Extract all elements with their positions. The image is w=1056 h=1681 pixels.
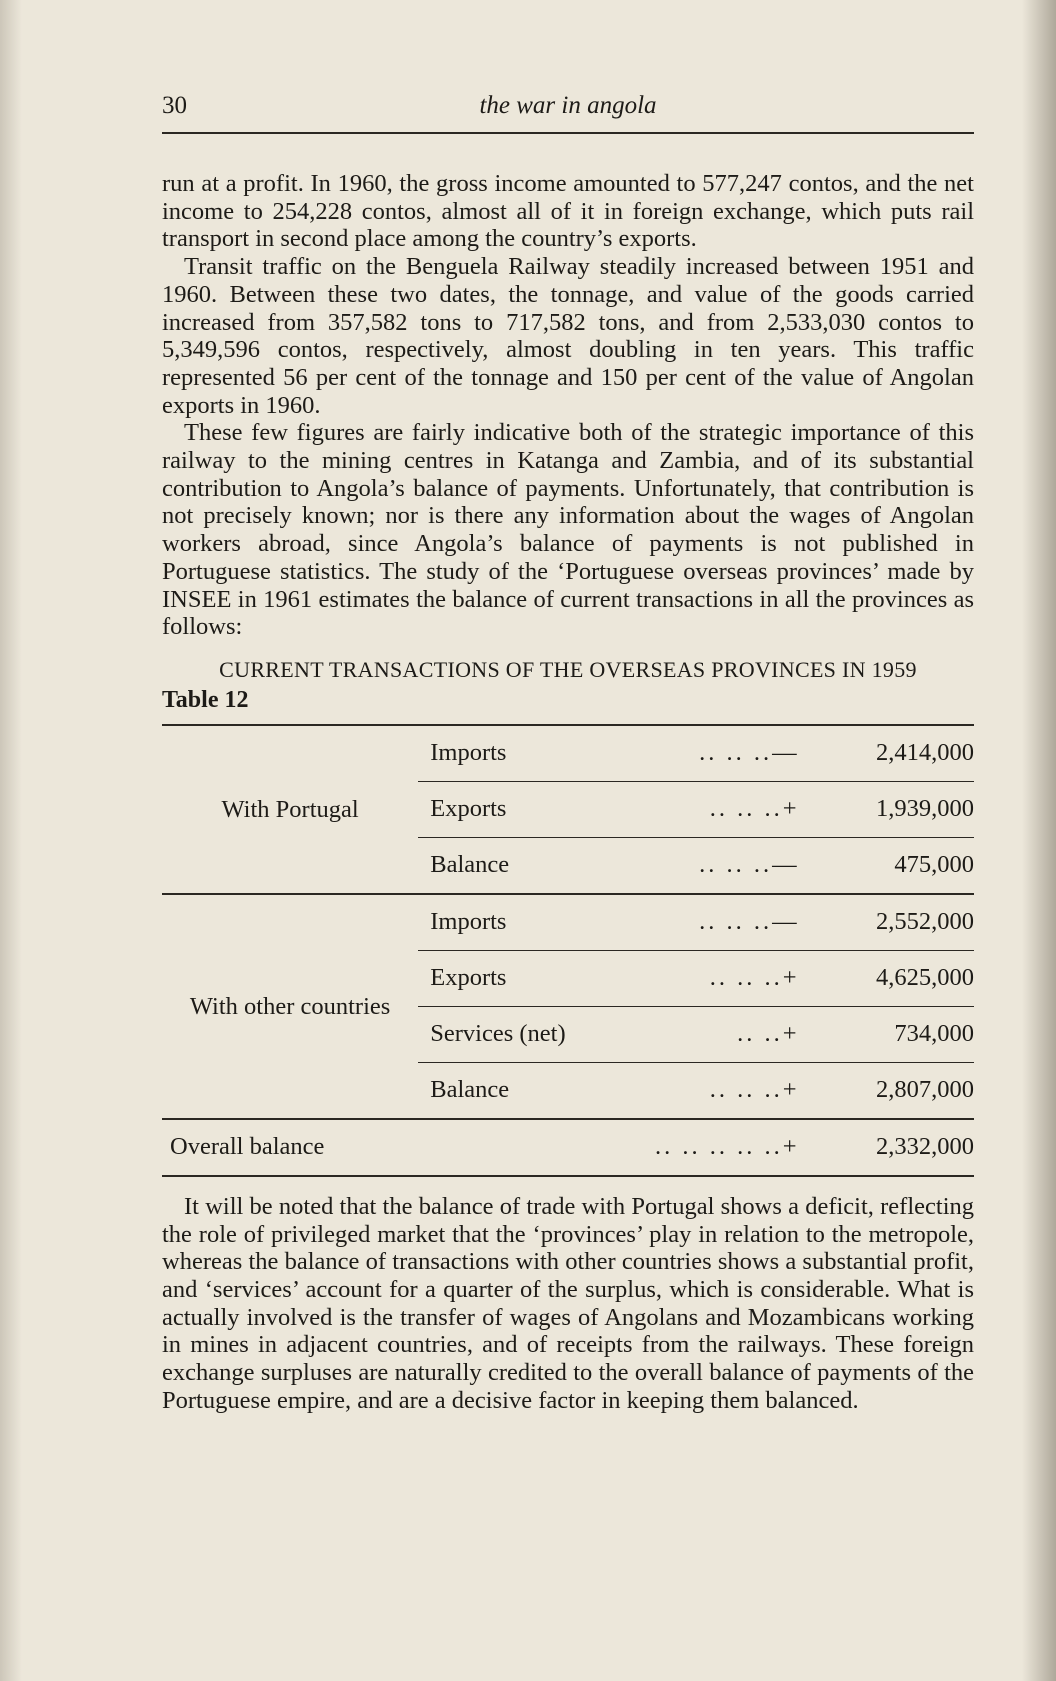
table-row	[162, 894, 974, 951]
paragraph-3: These few figures are fairly indicative both of the strategic importance of this railway to the mining centres in Katanga and Zambia, and of its substantial contribution to Angola’s balance of payments. Unfortunately, that contribution is not precisely known; nor is there any information about the wages of Angolan workers abroad, since Angola’s balance of payments is not published in Portuguese statistics. The study of the ‘Portuguese overseas provinces’ made by INSEE in 1961 estimates the balance of current transactions in all the provinces as follows:	[162, 419, 974, 641]
row-value: 4,625,000	[806, 950, 974, 1006]
row-leader: .. .. ..+	[608, 781, 805, 837]
row-item: Balance	[418, 1062, 608, 1119]
row-value: 2,414,000	[806, 726, 974, 782]
row-leader: .. .. ..+	[608, 1062, 805, 1119]
paragraph-2: Transit traffic on the Benguela Railway steadily increased between 1951 and 1960. Between these two dates, the tonnage, and value of the goods carried increased from 357,582 tons to 717,582 tons, and from 2,533,030 contos to 5,349,596 contos, respectively, almost doubling in ten years. This traffic represented 56 per cent of the tonnage and 150 per cent of the value of Angolan exports in 1960.	[162, 253, 974, 419]
page-header	[162, 92, 974, 124]
row-item: Services (net)	[418, 1006, 608, 1062]
header-rule	[162, 132, 974, 134]
row-item: Exports	[418, 781, 608, 837]
row-value: 2,552,000	[806, 894, 974, 951]
overall-balance-value: 2,332,000	[806, 1119, 974, 1176]
row-value: 475,000	[806, 837, 974, 894]
row-item: Imports	[418, 894, 608, 951]
paragraph-1: run at a profit. In 1960, the gross income amounted to 577,247 contos, and the net income to 254,228 contos, almost all of it in foreign exchange, which puts rail transport in second place among the country’s exports.	[162, 170, 974, 253]
row-item: Imports	[418, 726, 608, 782]
row-leader: .. .. ..—	[608, 894, 805, 951]
row-leader: .. .. ..—	[608, 837, 805, 894]
row-leader: .. .. ..+	[608, 950, 805, 1006]
row-leader: .. .. .. .. ..+	[608, 1119, 805, 1176]
group-label-other-countries: With other countries	[162, 894, 418, 1119]
closing-text	[162, 1193, 974, 1415]
overall-balance-row	[162, 1119, 974, 1176]
paragraph-4: It will be noted that the balance of trade with Portugal shows a deficit, reflecting the role of privileged market that the ‘provinces’ play in relation to the metropole, whereas the balance of transactions with other countries shows a substantial profit, and ‘services’ account for a quarter of the surplus, which is considerable. What is actually involved is the transfer of wages of Angolans and Mozambicans working in mines in adjacent countries, and of receipts from the railways. These foreign exchange surpluses are naturally credited to the overall balance of payments of the Portuguese empire, and are a decisive factor in keeping them balanced.	[162, 1192, 974, 1414]
row-leader: .. .. ..—	[608, 726, 805, 782]
row-item: Exports	[418, 950, 608, 1006]
group-label-portugal: With Portugal	[162, 726, 418, 894]
overall-balance-label: Overall balance	[162, 1119, 608, 1176]
book-page	[162, 92, 974, 1415]
running-title: the war in angola	[479, 92, 657, 119]
table-row	[162, 726, 974, 782]
transactions-table	[162, 726, 974, 1177]
row-value: 1,939,000	[806, 781, 974, 837]
page-number: 30	[162, 92, 187, 119]
body-text	[162, 170, 974, 641]
row-item: Balance	[418, 837, 608, 894]
row-value: 734,000	[806, 1006, 974, 1062]
page-edge-shadow	[0, 0, 22, 1681]
book-spine-shadow	[1022, 0, 1056, 1681]
table-caption: CURRENT TRANSACTIONS OF THE OVERSEAS PROVINCES IN 1959	[219, 656, 917, 682]
row-leader: .. ..+	[608, 1006, 805, 1062]
table-label: Table 12	[162, 686, 249, 713]
row-value: 2,807,000	[806, 1062, 974, 1119]
